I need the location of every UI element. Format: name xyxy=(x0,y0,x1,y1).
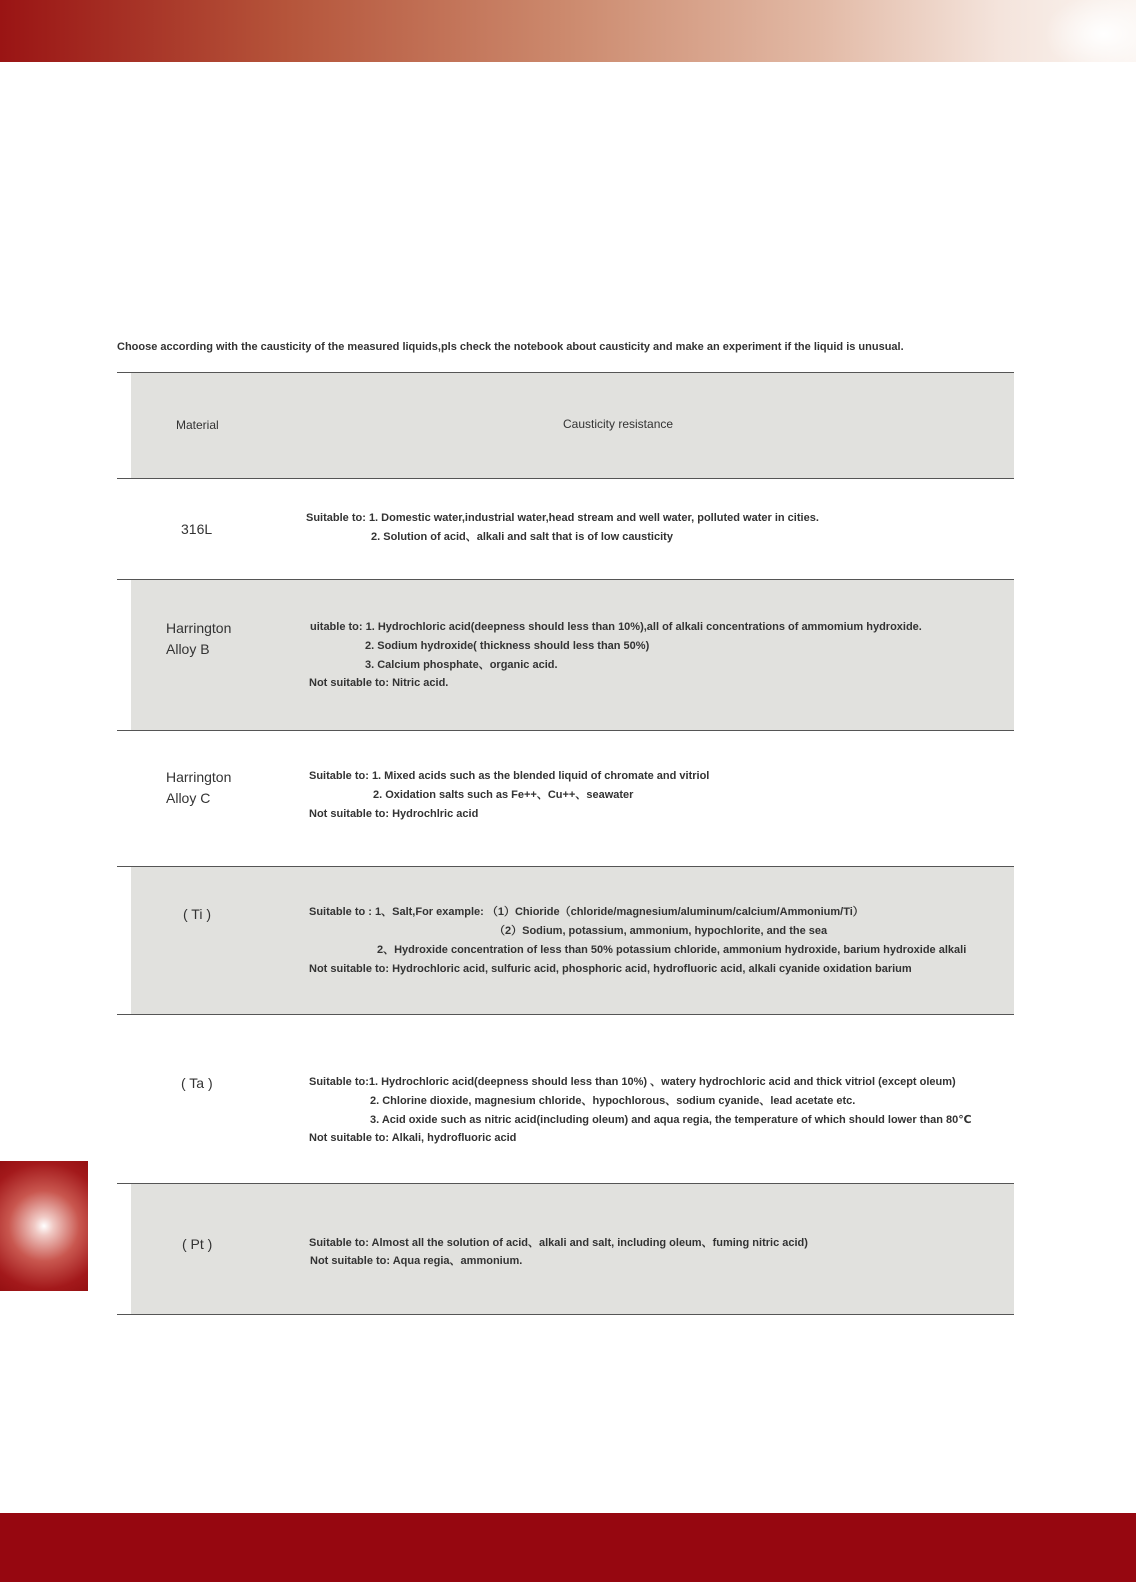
table-row-alloy-c xyxy=(117,730,1014,866)
table-row-alloy-b xyxy=(117,579,1014,730)
intro-text: Choose according with the causticity of the measured liquids,pls check the notebook about causticity and make an experiment if the liquid is unusual. xyxy=(117,341,904,353)
resistance-line: Not suitable to: Aqua regia、ammonium. xyxy=(310,1255,523,1267)
resistance-line: 3. Calcium phosphate、organic acid. xyxy=(365,659,558,671)
resistance-line: Suitable to: 1. Domestic water,industrial water,head stream and well water, polluted water in cities. xyxy=(306,512,819,524)
resistance-line: Not suitable to: Nitric acid. xyxy=(309,677,449,689)
resistance-line: 2. Oxidation salts such as Fe++、Cu++、seawater xyxy=(373,789,634,801)
resistance-line: Not suitable to: Hydrochlric acid xyxy=(309,808,479,820)
resistance-line: 2. Chlorine dioxide, magnesium chloride、hypochlorous、sodium cyanide、lead acetate etc. xyxy=(370,1095,856,1107)
side-decorative-tab xyxy=(0,1161,88,1291)
resistance-line: 3. Acid oxide such as nitric acid(including oleum) and aqua regia, the temperature of which should lower than 80℃ xyxy=(370,1114,972,1126)
resistance-line: 2. Solution of acid、alkali and salt that is of low causticity xyxy=(371,531,673,543)
table-header-row xyxy=(117,372,1014,478)
material-name: Alloy C xyxy=(166,790,211,806)
table-row-316l xyxy=(117,478,1014,579)
material-name: ( Ta ) xyxy=(181,1075,213,1091)
table-row-ta xyxy=(117,1014,1014,1183)
resistance-line: 2. Sodium hydroxide( thickness should less than 50%) xyxy=(365,640,650,652)
resistance-line: uitable to: 1. Hydrochloric acid(deepness should less than 10%),all of alkali concentrations of ammomium hydroxide. xyxy=(310,621,922,633)
resistance-line: Not suitable to: Alkali, hydrofluoric acid xyxy=(309,1132,517,1144)
resistance-line: （2）Sodium, potassium, ammonium, hypochlorite, and the sea xyxy=(494,925,828,937)
resistance-line: Suitable to: 1. Mixed acids such as the blended liquid of chromate and vitriol xyxy=(309,770,710,782)
material-name: 316L xyxy=(181,521,213,537)
header-causticity-resistance: Causticity resistance xyxy=(563,417,674,431)
material-name: Alloy B xyxy=(166,641,210,657)
resistance-line: 2、Hydroxide concentration of less than 50% potassium chloride, ammonium hydroxide, barium hydroxide alkali xyxy=(377,944,967,956)
table-row-pt xyxy=(117,1183,1014,1315)
material-name: ( Ti ) xyxy=(183,906,211,922)
bottom-decorative-band xyxy=(0,1513,1136,1582)
material-name: Harrington xyxy=(166,620,232,636)
header-material: Material xyxy=(176,418,219,432)
table-row-ti xyxy=(117,866,1014,1014)
resistance-line: Not suitable to: Hydrochloric acid, sulfuric acid, phosphoric acid, hydrofluoric acid, alkali cyanide oxidation barium xyxy=(309,963,912,975)
material-name: Harrington xyxy=(166,769,232,785)
top-decorative-band xyxy=(0,0,1136,62)
resistance-line: Suitable to:1. Hydrochloric acid(deepness should less than 10%) 、watery hydrochloric acid and thick vitriol (except oleum) xyxy=(309,1076,956,1088)
resistance-line: Suitable to : 1、Salt,For example: （1）Chioride（chloride/magnesium/aluminum/calcium/Ammonium/Ti） xyxy=(309,906,864,918)
material-name: ( Pt ) xyxy=(182,1236,213,1252)
resistance-line: Suitable to: Almost all the solution of acid、alkali and salt, including oleum、fuming nitric acid) xyxy=(309,1237,808,1249)
